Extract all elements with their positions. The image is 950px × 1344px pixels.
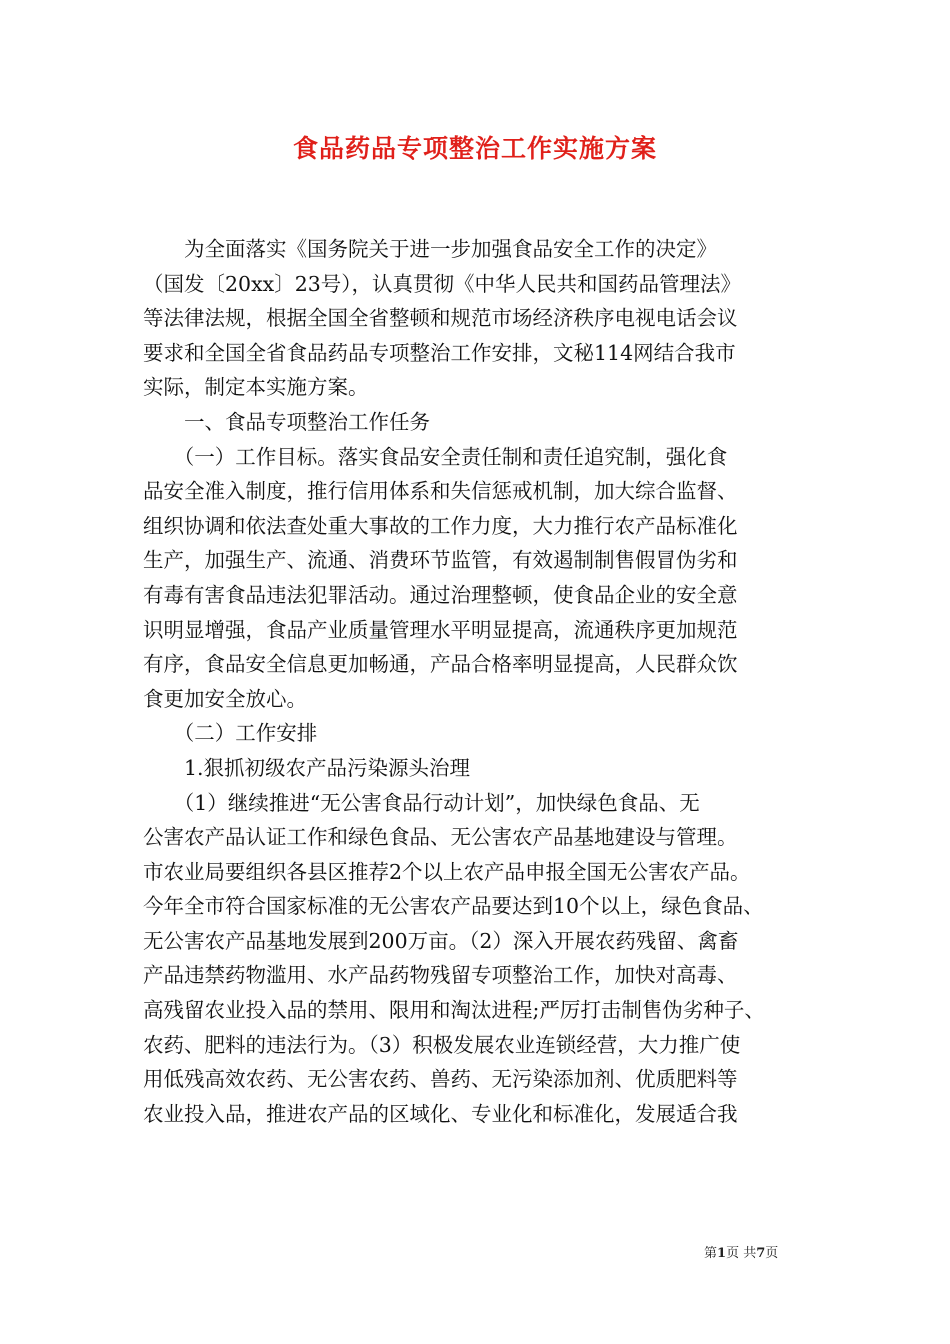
body-line: 要求和全国全省食品药品专项整治工作安排，文秘114网结合我市 xyxy=(143,340,736,365)
body-line: 一、食品专项整治工作任务 xyxy=(143,409,430,434)
body-line: 农业投入品，推进农产品的区域化、专业化和标准化，发展适合我 xyxy=(143,1101,738,1126)
body-line: 高残留农业投入品的禁用、限用和淘汰进程;严厉打击制售伪劣种子、 xyxy=(143,998,765,1023)
body-line: （一）工作目标。落实食品安全责任制和责任追究制，强化食 xyxy=(143,444,728,469)
body-line: 等法律法规，根据全国全省整顿和规范市场经济秩序电视电话会议 xyxy=(143,306,738,331)
footer-total-pages: 7 xyxy=(756,1246,766,1261)
document-body xyxy=(143,232,813,1131)
page-footer xyxy=(704,1245,778,1263)
body-line: 公害农产品认证工作和绿色食品、无公害农产品基地建设与管理。 xyxy=(143,825,738,850)
body-line: 生产，加强生产、流通、消费环节监管，有效遏制制售假冒伪劣和 xyxy=(143,548,738,573)
body-line: 识明显增强，食品产业质量管理水平明显提高，流通秩序更加规范 xyxy=(143,617,738,642)
body-line: 品安全准入制度，推行信用体系和失信惩戒机制，加大综合监督、 xyxy=(143,479,738,504)
document-title: 食品药品专项整治工作实施方案 xyxy=(292,134,657,163)
body-line: 今年全市符合国家标准的无公害农产品要达到10个以上，绿色食品、 xyxy=(143,894,764,919)
footer-middle: 页 共 xyxy=(726,1246,757,1261)
body-line: 组织协调和依法查处重大事故的工作力度，大力推行农产品标准化 xyxy=(143,513,738,538)
body-line: 为全面落实《国务院关于进一步加强食品安全工作的决定》 xyxy=(143,237,717,261)
body-line: 无公害农产品基地发展到200万亩。（2）深入开展农药残留、禽畜 xyxy=(143,928,739,953)
body-line: 市农业局要组织各县区推荐2个以上农产品申报全国无公害农产品。 xyxy=(143,859,751,884)
body-line: 农药、肥料的违法行为。（3）积极发展农业连锁经营，大力推广使 xyxy=(143,1032,741,1057)
body-line: 实际，制定本实施方案。 xyxy=(143,375,369,400)
body-line: 用低残高效农药、无公害农药、兽药、无污染添加剂、优质肥料等 xyxy=(143,1067,738,1092)
body-line: （二）工作安排 xyxy=(143,721,318,746)
body-line: 产品违禁药物滥用、水产品药物残留专项整治工作，加快对高毒、 xyxy=(143,963,738,988)
body-line: 1.狠抓初级农产品污染源头治理 xyxy=(143,755,471,780)
body-line: （国发〔20xx〕23号），认真贯彻《中华人民共和国药品管理法》 xyxy=(143,271,742,296)
body-line: 有序，食品安全信息更加畅通，产品合格率明显提高，人民群众饮 xyxy=(143,652,738,677)
footer-suffix: 页 xyxy=(765,1246,779,1261)
body-line: 有毒有害食品违法犯罪活动。通过治理整顿，使食品企业的安全意 xyxy=(143,582,738,607)
footer-page-number: 1 xyxy=(717,1246,727,1261)
body-line: （1）继续推进“无公害食品行动计划”，加快绿色食品、无 xyxy=(143,790,700,815)
footer-prefix: 第 xyxy=(704,1246,718,1261)
body-line: 食更加安全放心。 xyxy=(143,686,307,711)
